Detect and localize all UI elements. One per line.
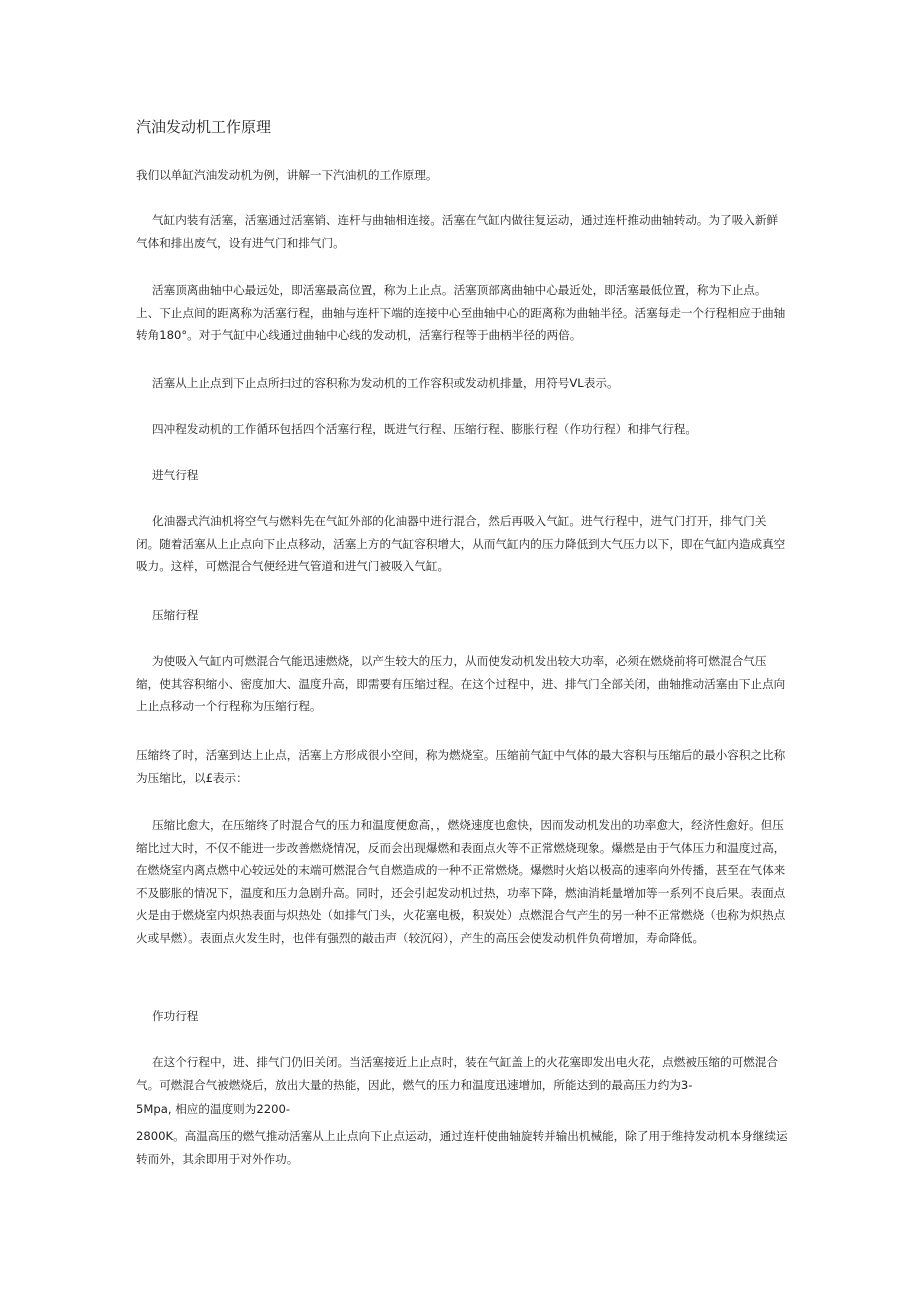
intake-heading: 进气行程 (152, 468, 199, 482)
dead-center-paragraph: 活塞顶离曲轴中心最远处，即活塞最高位置，称为上止点。活塞顶部离曲轴中心最近处，即活塞最低位置，称为下止点。上、下止点间的距离称为活塞行程，曲轴与连杆下端的连接中心至曲轴中心的距离称为曲轴半径。活塞每走一个行程相应于曲轴转角180°。对于气缸中心线通过曲轴中心线的发动机，活塞行程等于曲柄半径的两倍。 (136, 283, 786, 342)
intake-paragraph: 化油器式汽油机将空气与燃料先在气缸外部的化油器中进行混合，然后再吸入气缸。进气行程中，进气门打开，排气门关闭。随着活塞从上止点向下止点移动，活塞上方的气缸容积增大，从而气缸内的压力降低到大气压力以下，即在气缸内造成真空吸力。这样，可燃混合气便经进气管道和进气门被吸入气缸。 (136, 514, 786, 573)
power-paragraph-part3: 2800K。高温高压的燃气推动活塞从上止点向下止点运动，通过连杆使曲轴旋转并输出机械能，除了用于维持发动机本身继续运转而外，其余即用于对外作功。 (136, 1129, 788, 1166)
cycle-paragraph: 四冲程发动机的工作循环包括四个活塞行程，既进气行程、压缩行程、膨胀行程（作功行程）和排气行程。 (152, 422, 697, 436)
compression-ratio-paragraph: 压缩终了时，活塞到达上止点，活塞上方形成很小空间，称为燃烧室。压缩前气缸中气体的最大容积与压缩后的最小容积之比称为压缩比，以£表示： (136, 748, 786, 785)
compression-heading: 压缩行程 (152, 608, 199, 622)
document-title: 汽油发动机工作原理 (136, 118, 272, 136)
cylinder-paragraph: 气缸内装有活塞，活塞通过活塞销、连杆与曲轴相连接。活塞在气缸内做往复运动，通过连杆推动曲轴转动。为了吸入新鲜气体和排出废气，设有进气门和排气门。 (136, 213, 779, 250)
compression-paragraph: 为使吸入气缸内可燃混合气能迅速燃烧，以产生较大的压力，从而使发动机发出较大功率，必须在燃烧前将可燃混合气压缩，使其容积缩小、密度加大、温度升高，即需要有压缩过程。在这个过程中，进、排气门全部关闭，曲轴推动活塞由下止点向上止点移动一个行程称为压缩行程。 (136, 654, 786, 713)
knock-paragraph: 压缩比愈大，在压缩终了时混合气的压力和温度便愈高，，燃烧速度也愈快，因而发动机发出的功率愈大，经济性愈好。但压缩比过大时，不仅不能进一步改善燃烧情况，反而会出现爆燃和表面点火等不正常燃烧现象。爆燃是由于气体压力和温度过高，在燃烧室内离点燃中心较远处的末端可燃混合气自燃造成的一种不正常燃烧。爆燃时火焰以极高的速率向外传播，甚至在气体来不及膨胀的情况下，温度和压力急剧升高。同时，还会引起发动机过热，功率下降，燃油消耗量增加等一系列不良后果。表面点火是由于燃烧室内炽热表面与炽热处（如排气门头，火花塞电极，积炭处）点燃混合气产生的另一种不正常燃烧（也称为炽热点火或早燃）。表面点火发生时，也伴有强烈的敲击声（较沉闷），产生的高压会使发动机件负荷增加，寿命降低。 (136, 818, 786, 945)
displacement-paragraph: 活塞从上止点到下止点所扫过的容积称为发动机的工作容积或发动机排量，用符号VL表示。 (152, 376, 619, 390)
power-paragraph-part1: 在这个行程中，进、排气门仍旧关闭。当活塞接近上止点时，装在气缸盖上的火花塞即发出电火花，点燃被压缩的可燃混合气。可燃混合气被燃烧后，放出大量的热能，因此，燃气的压力和温度迅速增加，所能达到的最高压力约为3- (136, 1055, 779, 1092)
power-paragraph-part2: 5Mpa, 相应的温度则为2200- (136, 1102, 291, 1116)
intro-paragraph: 我们以单缸汽油发动机为例，讲解一下汽油机的工作原理。 (136, 168, 438, 182)
power-heading: 作功行程 (152, 1009, 199, 1023)
